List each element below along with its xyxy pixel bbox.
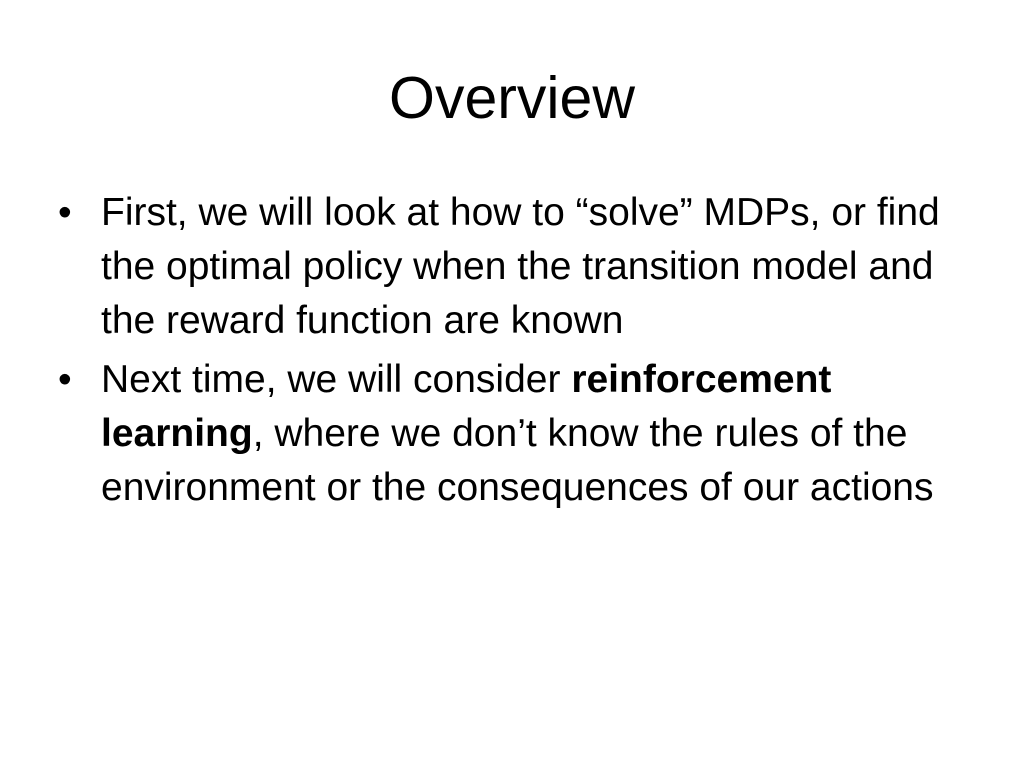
bullet-text: First, we will look at how to “solve” MDPs, or find the optimal policy when the transition model and the reward function are known bbox=[101, 191, 940, 342]
bullet-bold-term: reinforcement learning bbox=[101, 358, 832, 455]
bullet-text-after: , where we don’t know the rules of the environment or the consequences of our actions bbox=[101, 412, 934, 509]
slide-title: Overview bbox=[389, 65, 635, 131]
bullet-list bbox=[58, 186, 978, 520]
bullet-marker: • bbox=[58, 358, 72, 401]
bullet-text-before: Next time, we will consider bbox=[101, 358, 572, 401]
bullet-item-reinforcement-learning bbox=[58, 353, 978, 515]
bullet-marker: • bbox=[58, 191, 72, 234]
bullet-item-solve-mdps bbox=[58, 186, 978, 348]
